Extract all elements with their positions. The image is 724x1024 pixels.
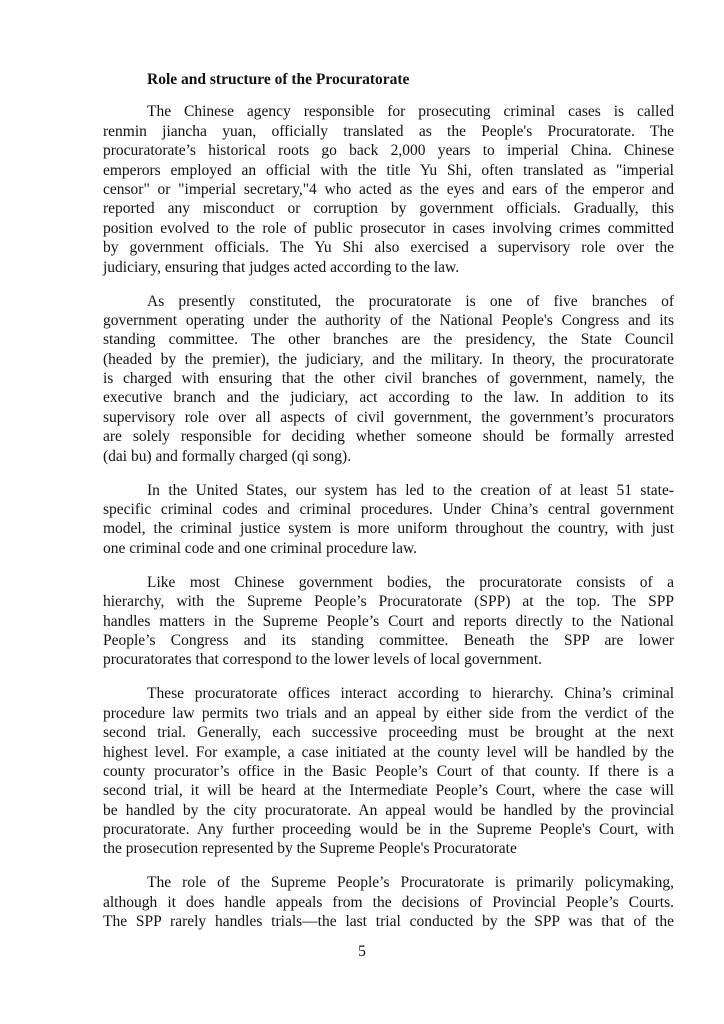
text-line: county procurator’s office in the Basic People’s Court of that county. If there is a [103, 762, 674, 780]
text-line: executive branch and the judiciary, act according to the law. In addition to its [103, 389, 674, 407]
text-line: As presently constituted, the procuratorate is one of five branches of [147, 292, 674, 310]
text-line: emperors employed an official with the title Yu Shi, often translated as "imperial [103, 161, 674, 179]
paragraph [103, 292, 674, 467]
text-line: renmin jiancha yuan, officially translated as the People's Procuratorate. The [103, 122, 674, 140]
text-line: is charged with ensuring that the other civil branches of government, namely, the [103, 370, 674, 388]
text-line: highest level. For example, a case initiated at the county level will be handled by the [103, 743, 674, 761]
text-line: Like most Chinese government bodies, the procuratorate consists of a [147, 573, 674, 591]
text-line: handles matters in the Supreme People’s Court and reports directly to the National [103, 612, 674, 630]
text-line: one criminal code and one criminal procedure law. [103, 539, 418, 557]
text-line: are solely responsible for deciding whether someone should be formally arrested [103, 428, 674, 446]
text-line: procuratorate’s historical roots go back 2,000 years to imperial China. Chinese [103, 142, 674, 160]
text-line: second trial. Generally, each successive proceeding must be brought at the next [103, 724, 674, 742]
text-line: by government officials. The Yu Shi also exercised a supervisory role over the [103, 239, 674, 257]
document-body [103, 102, 674, 931]
text-line: People’s Congress and its standing committee. Beneath the SPP are lower [103, 631, 674, 649]
text-line: The SPP rarely handles trials—the last trial conducted by the SPP was that of the [103, 913, 674, 931]
text-line: These procuratorate offices interact according to hierarchy. China’s criminal [147, 685, 674, 703]
text-line: specific criminal codes and criminal procedures. Under China’s central government [103, 501, 674, 519]
text-line: second trial, it will be heard at the Intermediate People’s Court, where the case will [103, 782, 674, 800]
text-line: although it does handle appeals from the decisions of Provincial People’s Courts. [103, 893, 674, 911]
paragraph [103, 573, 674, 670]
paragraph [103, 684, 674, 859]
text-line: be handled by the city procuratorate. An appeal would be handled by the provincial [103, 801, 674, 819]
text-line: procuratorate. Any further proceeding would be in the Supreme People's Court, with [103, 821, 674, 839]
text-line: the prosecution represented by the Supreme People's Procuratorate [103, 840, 517, 858]
page-number: 5 [358, 943, 366, 960]
text-line: (headed by the premier), the judiciary, and the military. In theory, the procuratorate [103, 350, 674, 368]
text-line: procuratorates that correspond to the lower levels of local government. [103, 651, 543, 669]
text-line: In the United States, our system has led to the creation of at least 51 state- [147, 481, 674, 499]
text-line: censor" or "imperial secretary,"4 who acted as the eyes and ears of the emperor and [103, 180, 674, 198]
text-line: The role of the Supreme People’s Procuratorate is primarily policymaking, [147, 874, 674, 892]
document-page [103, 70, 674, 946]
paragraph [103, 481, 674, 559]
section-heading: Role and structure of the Procuratorate [147, 71, 410, 88]
text-line: model, the criminal justice system is more uniform throughout the country, with just [103, 520, 674, 538]
text-line: supervisory role over all aspects of civil government, the government’s procurators [103, 408, 674, 426]
text-line: standing committee. The other branches are the presidency, the State Council [103, 331, 674, 349]
text-line: hierarchy, with the Supreme People’s Procuratorate (SPP) at the top. The SPP [103, 593, 674, 611]
text-line: procedure law permits two trials and an appeal by either side from the verdict of the [103, 704, 674, 722]
paragraph [103, 873, 674, 931]
text-line: government operating under the authority of the National People's Congress and its [103, 311, 674, 329]
text-line: (dai bu) and formally charged (qi song). [103, 447, 352, 465]
paragraph [103, 102, 674, 277]
text-line: judiciary, ensuring that judges acted according to the law. [103, 258, 460, 276]
text-line: reported any misconduct or corruption by government officials. Gradually, this [103, 200, 674, 218]
text-line: The Chinese agency responsible for prosecuting criminal cases is called [147, 103, 674, 121]
text-line: position evolved to the role of public prosecutor in cases involving crimes committed [103, 219, 674, 237]
